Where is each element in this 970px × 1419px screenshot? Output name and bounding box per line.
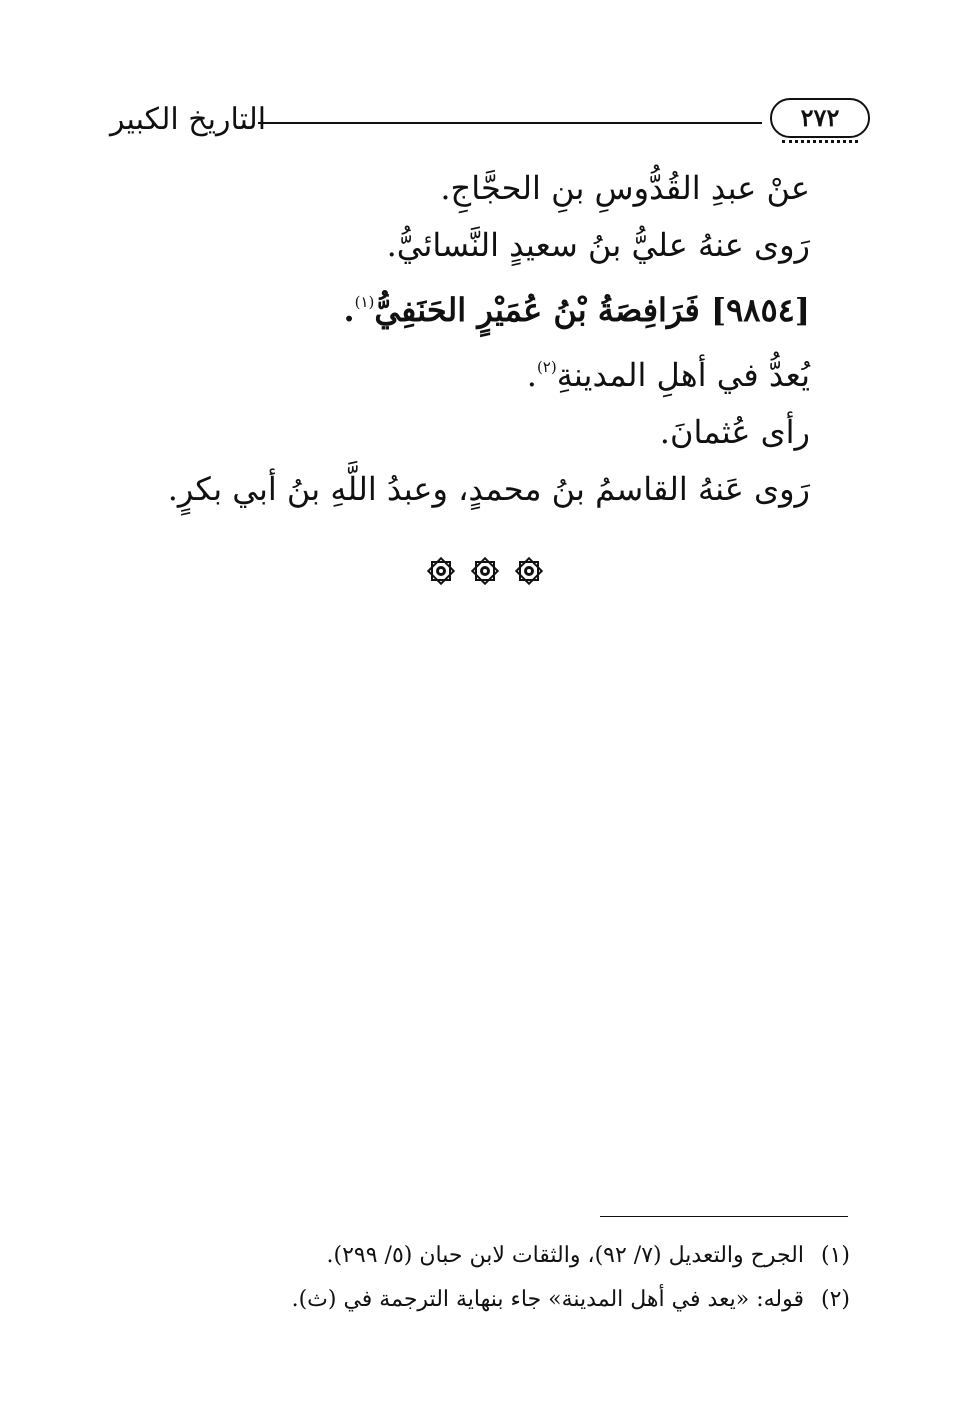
- footnote-number: (٢): [820, 1287, 850, 1312]
- text-line-1: عنْ عبدِ القُدُّوسِ بنِ الحجَّاجِ.: [440, 169, 810, 207]
- entry-name: فَرَافِصَةُ بْنُ عُمَيْرٍ الحَنَفِيُّ: [374, 291, 700, 329]
- page-number: ٢٧٢: [800, 103, 840, 132]
- text-line-2: رَوى عنهُ عليُّ بنُ سعيدٍ النَّسائيُّ.: [386, 226, 810, 264]
- octagram-ornament-icon: [513, 555, 545, 587]
- section-ornaments: [425, 555, 545, 587]
- octagram-ornament-icon: [469, 555, 501, 587]
- text-line-6: رَوى عَنهُ القاسمُ بنُ محمدٍ، وعبدُ اللَّهِ بنُ أبي بكرٍ.: [167, 470, 810, 508]
- footnote-text: قوله: «يعد في أهل المدينة» جاء بنهاية الترجمة في (ث).: [291, 1287, 804, 1312]
- footnote-separator: [600, 1216, 848, 1217]
- text-line-4-end: .: [526, 356, 537, 394]
- entry-number: [٩٨٥٤]: [710, 291, 810, 329]
- page-header: [110, 98, 870, 146]
- footnote-ref-1: (١): [354, 293, 375, 311]
- text-line-5: رأى عُثمانَ.: [659, 413, 810, 451]
- page-number-badge: [770, 98, 870, 138]
- octagram-ornament-icon: [425, 555, 457, 587]
- footnote-1: [230, 1234, 850, 1278]
- entry-heading: [160, 274, 810, 339]
- footnotes: [230, 1234, 850, 1322]
- text-line-4-text: يُعدُّ في أهلِ المدينةِ: [556, 356, 810, 394]
- main-text: [160, 160, 810, 518]
- footnote-2: [230, 1278, 850, 1322]
- footnote-text: الجرح والتعديل (٧/ ٩٢)، والثقات لابن حبان (٥/ ٢٩٩).: [326, 1243, 804, 1268]
- header-rule: [258, 122, 762, 124]
- footnote-ref-2: (٢): [536, 358, 557, 376]
- text-line-4: [160, 339, 810, 404]
- running-title: التاريخ الكبير: [110, 102, 267, 137]
- entry-end: .: [343, 291, 355, 329]
- footnote-number: (١): [820, 1243, 850, 1268]
